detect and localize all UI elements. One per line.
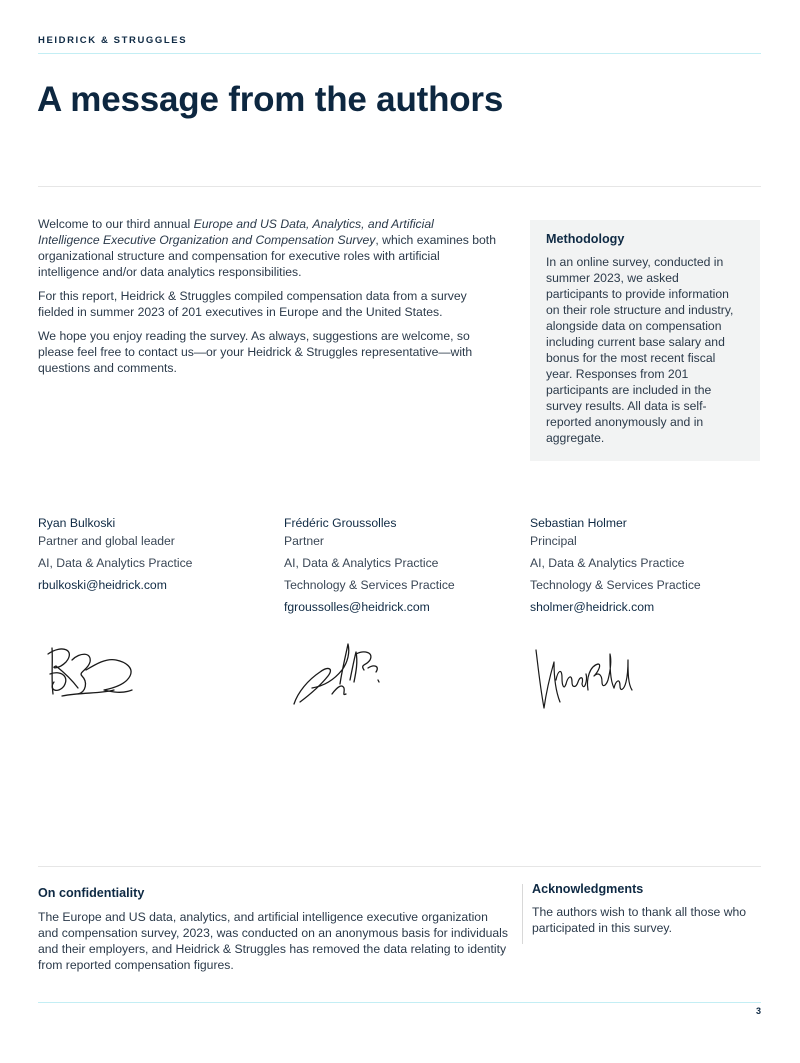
author-card-3 [530,516,760,614]
intro-paragraph-3: We hope you enjoy reading the survey. As always, suggestions are welcome, so please feel free to contact us—or your Heidrick & Struggles representative—with questions and comments. [38,329,473,375]
methodology-body: In an online survey, conducted in summer 2023, we asked participants to provide information on their role structure and industry, alongside data on compensation including current base salary and bonus for the most recent fiscal year. Responses from 201 participants are included in the survey results. All data is self-reported anonymously and in aggregate. [546,255,734,445]
survey-title: Europe and US Data, Analytics, and Artificial Intelligence Executive Organization and Compensation Survey [38,217,434,247]
signature-sebastian-holmer [532,640,636,712]
title-divider [38,186,761,187]
confidentiality-heading: On confidentiality [38,886,145,900]
page-title: A message from the authors [37,80,504,119]
acknowledgments-section [532,882,747,936]
header-rule [38,53,761,54]
author-practice: AI, Data & Analytics Practice [38,556,193,570]
methodology-heading: Methodology [546,232,625,246]
author-practice-2: Technology & Services Practice [530,578,701,592]
page-number: 3 [755,1006,761,1016]
acknowledgments-heading: Acknowledgments [532,882,644,896]
intro-p1-end: , which examines both organizational structure and compensation for executive roles with artificial intelligence and/or data analytics responsibilities. [38,233,496,279]
author-card-1 [38,516,268,592]
author-practice-2: Technology & Services Practice [284,578,455,592]
confidentiality-section [38,886,508,973]
author-practice: AI, Data & Analytics Practice [530,556,685,570]
author-email[interactable]: rbulkoski@heidrick.com [38,578,167,592]
author-title: Partner [284,534,324,548]
intro-text [38,216,498,384]
signature-ryan-bulkoski [42,640,142,702]
brand-name: HEIDRICK & STRUGGLES [38,35,188,46]
footer-rule [38,1002,761,1003]
author-practice: AI, Data & Analytics Practice [284,556,439,570]
author-name: Sebastian Holmer [530,516,627,530]
methodology-box [530,220,760,461]
author-title: Partner and global leader [38,534,175,548]
acknowledgments-body: The authors wish to thank all those who participated in this survey. [532,905,747,935]
author-name: Ryan Bulkoski [38,516,116,530]
author-card-2 [284,516,514,614]
author-title: Principal [530,534,577,548]
section-divider [38,866,761,867]
intro-p1-start: Welcome to our third annual [38,217,194,231]
author-name: Frédéric Groussolles [284,516,397,530]
intro-paragraph-1 [38,216,498,280]
author-email[interactable]: sholmer@heidrick.com [530,600,655,614]
signature-frederic-groussolles [290,640,386,710]
vertical-divider [522,884,523,944]
author-email[interactable]: fgroussolles@heidrick.com [284,600,430,614]
confidentiality-body: The Europe and US data, analytics, and artificial intelligence executive organization and compensation survey, 2023, was conducted on an anonymous basis for individuals and their employers, and Heidrick & Struggles has removed the data relating to identity from reported compensation figures. [38,910,508,972]
intro-paragraph-2: For this report, Heidrick & Struggles compiled compensation data from a survey fielded in summer 2023 of 201 executives in Europe and the United States. [38,289,467,319]
